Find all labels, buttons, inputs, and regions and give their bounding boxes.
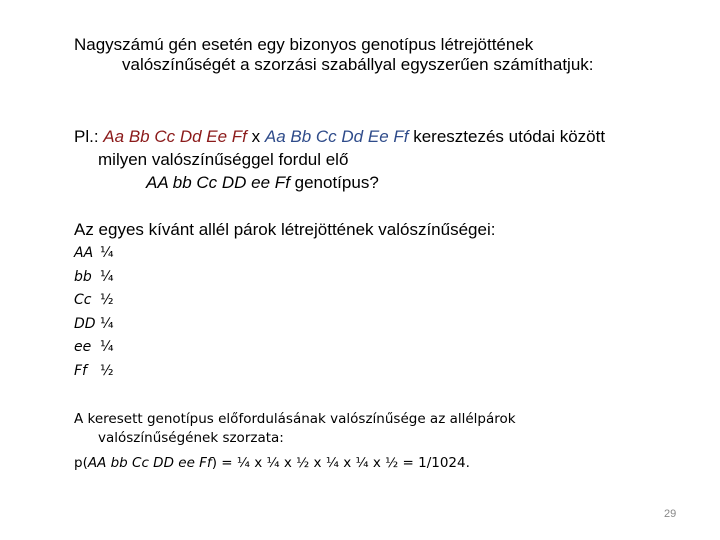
list-item: [74, 360, 114, 384]
pair-genotype: Ff: [74, 362, 87, 379]
result-line-2: valószínűségének szorzata:: [98, 430, 284, 446]
intro-line-2: valószínűségét a szorzási szabállyal egyszerűen számíthatjuk:: [122, 55, 594, 74]
target-genotype: AA bb Cc DD ee Ff: [146, 173, 290, 192]
allele-pair-list: [74, 242, 114, 384]
list-item: [74, 242, 114, 266]
formula-genotype: AA bb Cc DD ee Ff: [87, 455, 212, 471]
page-number: 29: [664, 508, 677, 520]
example-suffix: keresztezés utódai között: [408, 127, 606, 146]
pair-probability: ½: [100, 292, 114, 309]
result-formula: [74, 454, 470, 473]
pair-probability: ¼: [100, 339, 114, 356]
intro-line-1: Nagyszámú gén esetén egy bizonyos genotípus létrejöttének: [74, 35, 534, 54]
example-question-line-2: milyen valószínűséggel fordul elő: [98, 150, 349, 169]
example-question-line-1: [74, 127, 605, 147]
pair-probability: ¼: [100, 315, 114, 332]
pairs-header: Az egyes kívánt allél párok létrejöttének valószínűségei:: [74, 220, 496, 239]
example-question-line-3: [146, 173, 379, 193]
list-item: [74, 266, 114, 290]
list-item: [74, 289, 114, 313]
pair-probability: ¼: [100, 268, 114, 285]
pair-genotype: ee: [74, 339, 92, 356]
list-item: [74, 313, 114, 337]
target-suffix: genotípus?: [289, 173, 379, 192]
parent-1-genotype: Aa Bb Cc Dd Ee Ff: [103, 127, 247, 146]
result-line-1: A keresett genotípus előfordulásának valószínűsége az allélpárok: [74, 411, 516, 427]
pair-probability: ½: [100, 362, 114, 379]
cross-symbol: x: [246, 127, 265, 146]
pair-genotype: bb: [74, 268, 92, 285]
list-item: [74, 336, 114, 360]
example-prefix: Pl.:: [74, 127, 104, 146]
formula-prefix: p(: [74, 455, 88, 471]
pair-genotype: Cc: [74, 292, 92, 309]
pair-genotype: AA: [74, 245, 94, 261]
pair-genotype: DD: [74, 315, 96, 332]
pair-probability: ¼: [100, 245, 114, 261]
parent-2-genotype: Aa Bb Cc Dd Ee Ff: [264, 127, 409, 146]
formula-rest: ) = ¼ x ¼ x ½ x ¼ x ¼ x ½ = 1/1024.: [211, 455, 470, 471]
